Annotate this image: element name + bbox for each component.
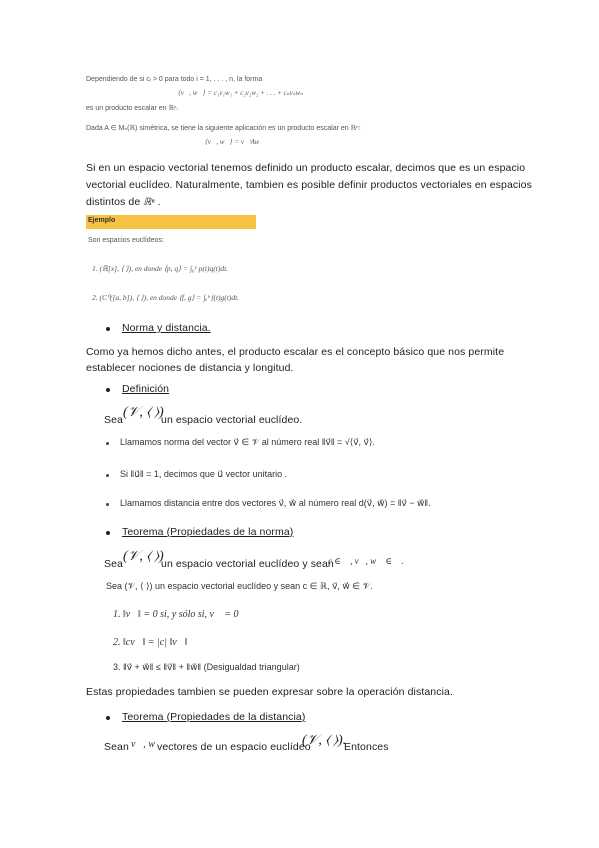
teorema-dist-sean-math: v⃗, w⃗ — [131, 739, 163, 750]
section-norma-title: Norma y distancia. — [122, 322, 211, 334]
ejemplo-intro: Son espacios euclídeos: — [88, 237, 164, 244]
para1-line3-pre: distintos de — [86, 196, 141, 208]
bullet-def-2 — [106, 474, 109, 477]
para1-line1: Si en un espacio vectorial tenemos definido un producto escalar, decimos que es un espacio — [86, 162, 526, 174]
teorema-dist-title: Teorema (Propiedades de la distancia) — [122, 711, 306, 723]
para1-line3-post: . — [157, 196, 161, 208]
teorema-norma-restate: Sea (𝒱, ⟨ ⟩) un espacio vectorial euclídeo y sean c ∈ ℝ, v⃗, w⃗ ∈ 𝒱. — [106, 581, 373, 591]
definicion-sea-math: (𝒱, ⟨ ⟩) — [123, 405, 164, 420]
teorema-dist-sean-text: vectores de un espacio euclídeo — [157, 741, 311, 753]
ejemplo-label: Ejemplo — [88, 217, 116, 224]
ejemplo-item-2: 2. (C⁰([a, b]), ⟨ ⟩), en donde ⟨f, g⟩ = ∫ₐᵇ f(t)g(t)dt. — [92, 293, 240, 302]
teorema-norma-sea: Sea — [104, 558, 123, 570]
definicion-sea-text: un espacio vectorial euclídeo. — [161, 414, 303, 426]
teorema-norma-p1: 1. ‖v⃗‖ = 0 si, y sólo si, v⃗ = 0 — [113, 609, 239, 620]
definicion-title: Definición — [122, 383, 170, 395]
teorema-norma-p2: 2. ‖cv⃗‖ = |c| ‖v⃗‖ — [113, 637, 188, 648]
teorema-norma-sea-math2: c ∈ ℝ, v⃗, w⃗ ∈ 𝒱. — [328, 556, 404, 566]
bullet-def-1 — [106, 442, 109, 445]
teorema-norma-sea-text: un espacio vectorial euclídeo y sean — [161, 558, 334, 570]
para3: Estas propiedades tambien se pueden expresar sobre la operación distancia. — [86, 686, 453, 698]
top-formula-1: ⟨v⃗, w⃗⟩ = c₁v₁w₁ + c₂v₂w₂ + . . . + cₙvₙwₙ — [178, 89, 304, 97]
definicion-sea: Sea — [104, 414, 123, 426]
ejemplo-item-1: 1. (ℝ[x], ⟨ ⟩), en donde ⟨p, q⟩ = ∫₀¹ p(t)q(t)dt. — [92, 264, 229, 273]
para2-line2: establecer nociones de distancia y longitud. — [86, 362, 294, 374]
teorema-dist-entonces: Entonces — [344, 741, 389, 753]
top-formula-2: ⟨v⃗, w⃗⟩ = v⃗ᵗAw⃗ — [205, 138, 265, 146]
top-line-2: es un producto escalar en ℝⁿ. — [86, 105, 179, 112]
teorema-norma-sea-math: (𝒱, ⟨ ⟩) — [123, 549, 164, 564]
teorema-dist-sean: Sean — [104, 741, 129, 753]
definicion-b2: Si ‖u⃗‖ = 1, decimos que u⃗ vector unitario . — [120, 469, 288, 479]
teorema-norma-p3: 3. ‖v⃗ + w⃗‖ ≤ ‖v⃗‖ + ‖w⃗‖ (Desigualdad triangular) — [113, 662, 300, 672]
para1-line3 — [86, 196, 161, 208]
para1-line3-math: ℝⁿ — [143, 197, 155, 208]
definicion-b3: Llamamos distancia entre dos vectores v⃗, w⃗ al número real d(v⃗, w⃗) = ‖v⃗ − w⃗‖. — [120, 498, 431, 508]
para2-line1: Como ya hemos dicho antes, el producto escalar es el concepto básico que nos permite — [86, 346, 505, 358]
top-line-1: Dependiendo de si cᵢ > 0 para todo i = 1, . . . , n, la forma — [86, 76, 263, 83]
teorema-norma-title: Teorema (Propiedades de la norma) — [122, 526, 294, 538]
bullet-def-3 — [106, 503, 109, 506]
bullet-norma — [106, 327, 110, 331]
bullet-teorema-norma — [106, 531, 110, 535]
top-line-3: Dada A ∈ Mₙ(ℝ) simétrica, se tiene la siguiente aplicación es un producto escalar en ℝⁿ: — [86, 125, 361, 132]
bullet-definicion — [106, 388, 110, 392]
ejemplo-header — [86, 215, 256, 229]
definicion-b1: Llamamos norma del vector v⃗ ∈ 𝒱 al número real ‖v⃗‖ = √⟨v⃗, v⃗⟩. — [120, 437, 375, 447]
para1-line2: vectorial euclídeo. Naturalmente, tambien es posible definir productos vectoriales en espacios — [86, 179, 532, 191]
teorema-dist-sean-math2: (𝒱, ⟨ ⟩). — [302, 733, 347, 748]
bullet-teorema-dist — [106, 716, 110, 720]
